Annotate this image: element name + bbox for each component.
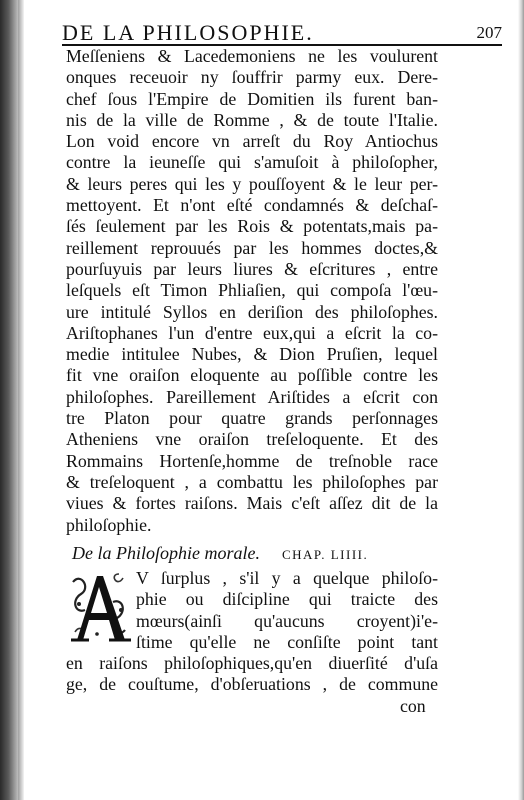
text-line: & treſeloquent , a combattu les philoſophes par [66, 471, 438, 492]
paragraph-2 [66, 568, 438, 696]
text-line: ſtime qu'elle ne conſiſte point tant [136, 631, 438, 652]
text-line: nis de la ville de Romme , & de toute l'Italie. [66, 109, 438, 130]
chapter-number: CHAP. LIIII. [281, 547, 369, 562]
text-line: contre la ieuneſſe qui s'amuſoit à philoſopher, [66, 152, 438, 173]
chapter-heading [72, 543, 452, 564]
paragraph-1 [66, 46, 438, 536]
text-line: en raiſons philoſophiques,qu'en diuerſité d'uſa [66, 653, 438, 674]
text-line: Ariſtophanes l'un d'entre eux,qui a eſcrit la co- [66, 322, 438, 343]
text-line: & leurs peres qui les y pouſſoyent & le leur per- [66, 173, 438, 194]
page-edge [518, 0, 524, 800]
text-line: ure intitulé Syllos en deriſion des philoſophes. [66, 301, 438, 322]
text-line: Rommains Hortenſe,homme de treſnoble race [66, 450, 438, 471]
text-line: reillement reprouués par les hommes doctes,& [66, 237, 438, 258]
text-line: medie intitulee Nubes, & Dion Pruſien, lequel [66, 344, 438, 365]
text-line: chef ſous l'Empire de Domitien ils furent ban- [66, 88, 438, 109]
catchword: con [400, 696, 426, 716]
text-line: philoſophie. [66, 514, 152, 535]
text-line: philoſophes. Pareillement Ariſtides a eſcrit con [66, 386, 438, 407]
page-header [62, 16, 502, 46]
text-line: Lon void encore vn arreſt du Roy Antiochus [66, 131, 438, 152]
text-line: onques receuoir ny ſouffrir parmy eux. Dere- [66, 67, 438, 88]
text-line: fit vne oraiſon eloquente au poſſible contre les [66, 365, 438, 386]
text-line: tre Platon pour quatre grands perſonnages [66, 408, 438, 429]
binding-shadow [0, 0, 24, 800]
text-line: leſquels eſt Timon Phliaſien, qui compoſa l'œu- [66, 280, 438, 301]
text-line: mœurs(ainſi qu'aucuns croyent)i'e- [136, 610, 438, 631]
page-number: 207 [476, 23, 502, 42]
text-line: mettoyent. Et n'ont eſté condamnés & deſchaſ- [66, 195, 438, 216]
text-line: ge, de couſtume, d'obſeruations , de commune [66, 674, 438, 695]
chapter-title: De la Philoſophie morale. [72, 543, 260, 563]
text-line: Atheniens vne oraiſon treſeloquente. Et des [66, 429, 438, 450]
running-head: DE LA PHILOSOPHIE. [62, 20, 314, 45]
text-line: Meſſeniens & Lacedemoniens ne les voulurent [66, 46, 438, 66]
text-line: viues & fortes raiſons. Mais c'eſt aſſez dit de la [66, 493, 438, 514]
text-line: V ſurplus , s'il y a quelque philoſo- [136, 568, 438, 588]
text-line: ſés ſeulement par les Rois & potentats,mais pa- [66, 216, 438, 237]
text-line: phie ou diſcipline qui traicte des [136, 589, 438, 610]
text-line: pourſuyuis par leurs liures & eſcritures , entre [66, 258, 438, 279]
